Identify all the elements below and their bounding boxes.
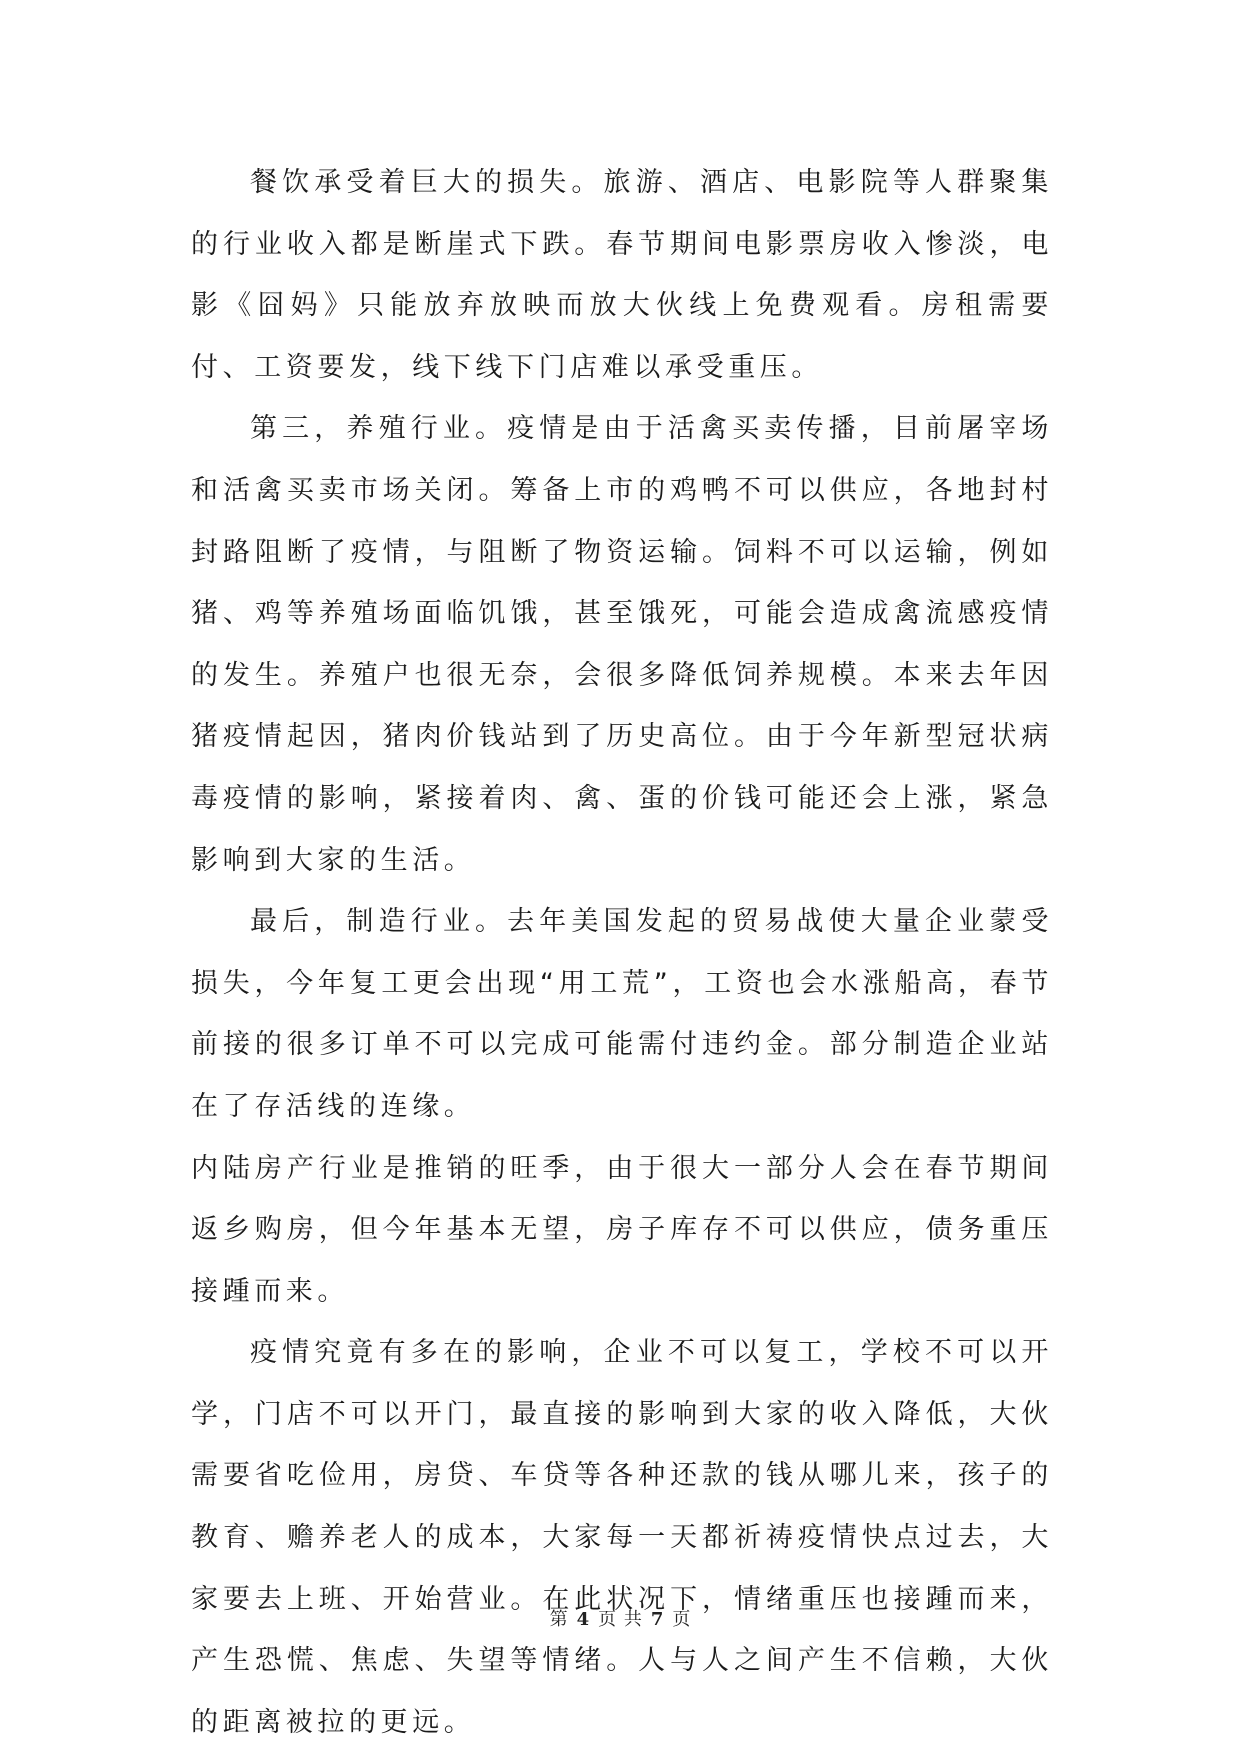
paragraph-real-estate: 内陆房产行业是推销的旺季，由于很大一部分人会在春节期间返乡购房，但今年基本无望，房子库存不可以供应，债务重压接踵而来。 xyxy=(191,1152,1053,1307)
paragraph-manufacturing-industry: 最后，制造行业。去年美国发起的贸易战使大量企业蒙受损失，今年复工更会出现“用工荒”，工资也会水涨船高，春节前接的很多订单不可以完成可能需付违约金。部分制造企业站在了存活线的连缘。 xyxy=(191,906,1053,1122)
footer-suffix: 页 xyxy=(672,1609,692,1630)
footer-prefix: 第 xyxy=(549,1609,569,1630)
page-footer xyxy=(0,1605,1241,1631)
document-body xyxy=(191,152,1053,1753)
total-page-number: 7 xyxy=(650,1609,665,1630)
paragraph-catering-tourism: 餐饮承受着巨大的损失。旅游、酒店、电影院等人群聚集的行业收入都是断崖式下跌。春节期间电影票房收入惨淡，电影《囧妈》只能放弃放映而放大伙线上免费观看。房租需要付、工资要发，线下线下门店难以承受重压。 xyxy=(191,167,1053,383)
current-page-number: 4 xyxy=(576,1609,591,1630)
paragraph-breeding-industry: 第三，养殖行业。疫情是由于活禽买卖传播，目前屠宰场和活禽买卖市场关闭。筹备上市的鸡鸭不可以供应，各地封村封路阻断了疫情，与阻断了物资运输。饲料不可以运输，例如猪、鸡等养殖场面临饥饿，甚至饿死，可能会造成禽流感疫情的发生。养殖户也很无奈，会很多降低饲养规模。本来去年因猪疫情起因，猪肉价钱站到了历史高位。由于今年新型冠状病毒疫情的影响，紧接着肉、禽、蛋的价钱可能还会上涨，紧急影响到大家的生活。 xyxy=(191,413,1053,876)
paragraph-epidemic-impact: 疫情究竟有多在的影响，企业不可以复工，学校不可以开学，门店不可以开门，最直接的影响到大家的收入降低，大伙需要省吃俭用，房贷、车贷等各种还款的钱从哪儿来，孩子的教育、赡养老人的成本，大家每一天都祈祷疫情快点过去，大家要去上班、开始营业。在此状况下，情绪重压也接踵而来，产生恐慌、焦虑、失望等情绪。人与人之间产生不信赖，大伙的距离被拉的更远。 xyxy=(191,1337,1053,1738)
footer-middle: 页 共 xyxy=(598,1609,643,1630)
